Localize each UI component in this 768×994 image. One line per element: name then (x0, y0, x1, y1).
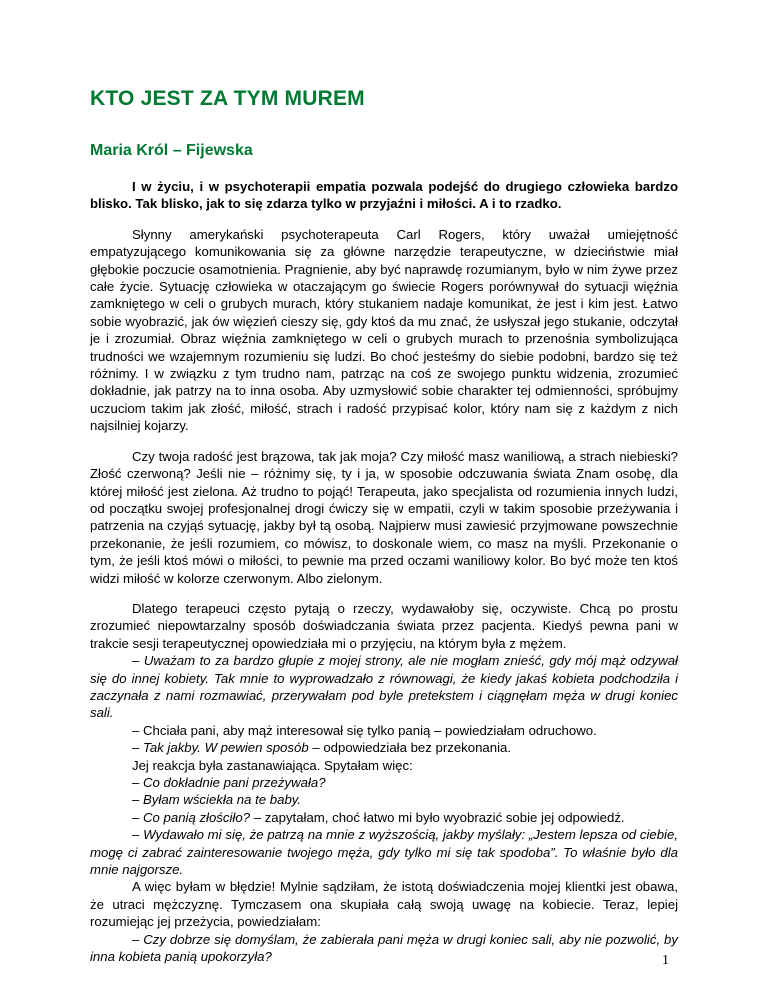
dialogue-quote: – Co panią złościło? (132, 809, 251, 825)
dialogue-line (90, 809, 678, 826)
article-body (90, 178, 678, 965)
narration-line: Jej reakcja była zastanawiająca. Spytałam więc: (132, 757, 413, 773)
dialogue-line: – Uważam to za bardzo głupie z mojej strony, ale nie mogłam znieść, gdy mój mąż odzywał się do innej kobiety. Tak mnie to wyprowadzało z równowagi, że kiedy jakaś kobieta podchodziła i zaczynała z nami rozmawiać, przerywałam pod byle pretekstem i ciągnęłam męża w drugi koniec sali. (90, 653, 678, 721)
dialogue-line: – Wydawało mi się, że patrzą na mnie z wyższością, jakby myślały: „Jestem lepsza od ciebie, mogę ci zabrać zainteresowanie twojego męża, gdy tylko mi się tak spodoba”. To właśnie było dla mnie najgorsze. (90, 827, 678, 878)
page-number: 1 (662, 953, 669, 968)
dialogue-line: – Byłam wściekła na te baby. (132, 792, 302, 808)
article-author: Maria Król – Fijewska (90, 142, 253, 159)
dialogue-narration: – zapytałam, choć łatwo mi było wyobrazić sobie jej odpowiedź. (250, 809, 625, 825)
dialogue-line (90, 722, 678, 739)
dialogue-line (90, 739, 678, 756)
dialogue-quote: – Chciała pani, aby mąż interesował się tylko panią (132, 722, 431, 738)
body-paragraph: Słynny amerykański psychoterapeuta Carl Rogers, który uważał umiejętność empatyzującego komunikowania się za główne narzędzie terapeutyczne, w dzieciństwie miał głębokie poczucie osamotnienia. Pragnienie, aby być naprawdę rozumianym, było w nim żywe przez całe życie. Sytuację człowieka w otaczającym go świecie Rogers porównywał do sytuacji więźnia zamkniętego w celi o grubych murach, który stukaniem nadaje komunikat, że jest i kim jest. Łatwo sobie wyobrazić, jak ów więzień cieszy się, gdy ktoś da mu znać, że usłyszał jego stukanie, odczytał je i zrozumiał. Obraz więźnia zamkniętego w celi o grubych murach to przenośnia symbolizująca trudności we wzajemnym rozumieniu się ludzi. Bo choć jesteśmy do siebie podobni, bardzo się też różnimy. I w związku z tym trudno nam, patrząc na coś ze swojego punktu widzenia, zrozumieć dokładnie, jak patrzy na to inna osoba. Aby uzmysłowić sobie charakter tej odmienności, spróbujmy uczuciom takim jak złość, miłość, strach i radość przypisać kolor, który nam się z każdym z nich najsilniej kojarzy. (90, 226, 678, 434)
dialogue-quote: – Tak jakby. W pewien sposób (132, 740, 309, 756)
body-paragraph: Czy twoja radość jest brązowa, tak jak moja? Czy miłość masz waniliową, a strach niebieski? Złość czerwoną? Jeśli nie – różnimy się, ty i ja, w sposobie odczuwania świata Znam osobę, dla której miłość jest zielona. Aż trudno to pojąć! Terapeuta, jako specjalista od rozumienia innych ludzi, od początku swojej profesjonalnej drogi ćwiczy się w empatii, czyli w takim sposobie przeżywania i patrzenia na czyjąś sytuację, jakby był tą osobą. Najpierw musi zawiesić przyjmowane powszechnie przekonanie, że jeśli rozumiem, co mówisz, to doskonale wiem, co masz na myśli. Przekonanie o tym, że jeśli ktoś mówi o miłości, to pewnie ma przed oczami waniliowy kolor. Bo być może ten ktoś widzi miłość w kolorze czerwonym. Albo zielonym. (90, 448, 678, 586)
body-paragraph: Dlatego terapeuci często pytają o rzeczy, wydawałoby się, oczywiste. Chcą po prostu zrozumieć niepowtarzalny sposób doświadczania świata przez pacjenta. Kiedyś pewna pani w trakcie sesji terapeutycznej opowiedziała mi o przyjęciu, na którym była z mężem. (90, 600, 678, 651)
dialogue-line: – Co dokładnie pani przeżywała? (132, 775, 326, 790)
article-title: KTO JEST ZA TYM MUREM (90, 87, 365, 110)
dialogue-narration: – odpowiedziała bez przekonania. (308, 740, 512, 756)
dialogue-line: – Czy dobrze się domyślam, że zabierała pani męża w drugi koniec sali, aby nie pozwolić, by inna kobieta panią upokorzyła? (90, 931, 678, 965)
dialogue-narration: – powiedziałam odruchowo. (430, 722, 597, 738)
narration-line: A więc byłam w błędzie! Mylnie sądziłam, że istotą doświadczenia mojej klientki jest obawa, że utraci mężczyznę. Tymczasem ona skupiała całą swoją uwagę na kobiecie. Teraz, lepiej rozumiejąc jej przeżycia, powiedziałam: (90, 879, 678, 930)
lead-paragraph: I w życiu, i w psychoterapii empatia pozwala podejść do drugiego człowieka bardzo blisko. Tak blisko, jak to się zdarza tylko w przyjaźni i miłości. A i to rzadko. (90, 179, 678, 212)
